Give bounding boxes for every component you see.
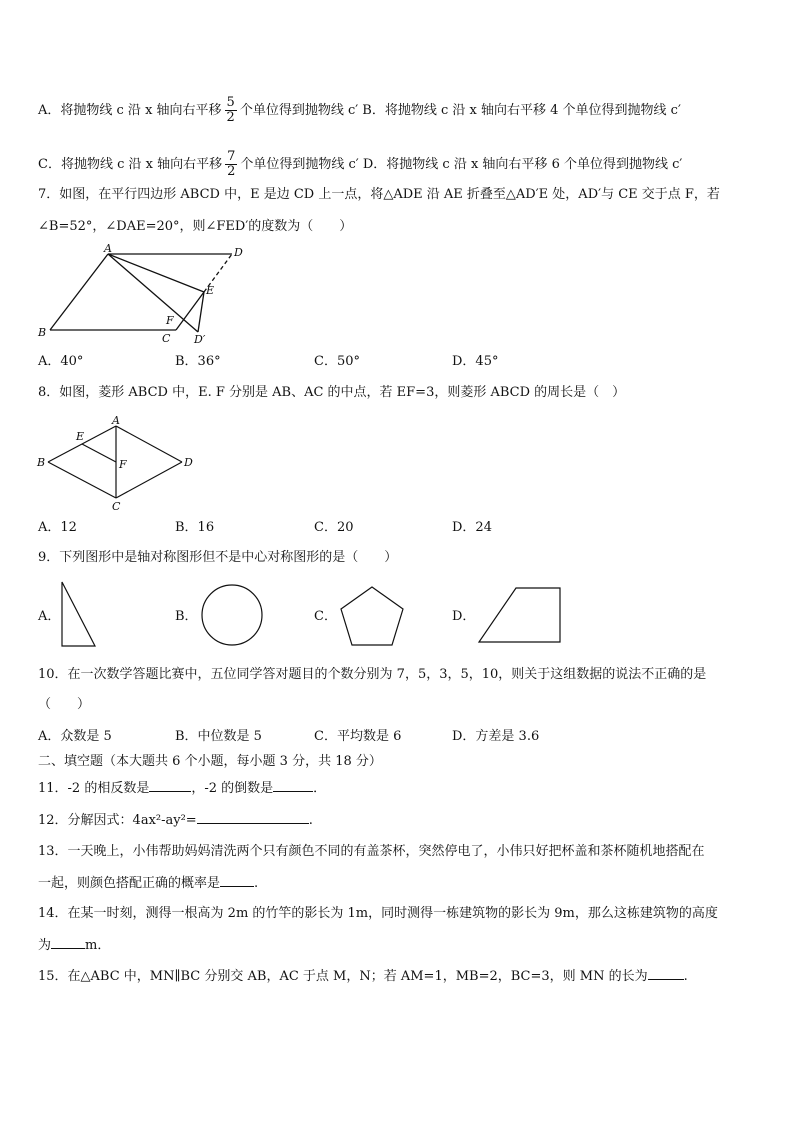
q8-stem: 8．如图，菱形 ABCD 中，E. F 分别是 AB、AC 的中点，若 EF=3，则菱形 ABCD 的周长是（ ） <box>38 385 626 400</box>
q7-stem-line1: 7．如图，在平行四边形 ABCD 中，E 是边 CD 上一点，将△ADE 沿 AE 折叠至△AD′E 处，AD′与 CE 交于点 F，若 <box>38 187 720 202</box>
fraction-denominator: 2 <box>227 164 236 179</box>
q15-text-post: . <box>683 969 688 984</box>
edge-ad <box>116 426 182 462</box>
q7-option-d: D．45° <box>452 354 499 369</box>
q10-stem-line2: （ ） <box>38 697 91 712</box>
q12-text-post: . <box>308 813 313 828</box>
label-b: B <box>37 456 46 469</box>
q6-option-c-text: C．将抛物线 c 沿 x 轴向右平移 <box>38 157 223 172</box>
label-d: D <box>234 246 243 259</box>
q6-options-ab <box>38 96 681 125</box>
fraction-5-2 <box>225 96 237 125</box>
q11-question <box>38 779 326 798</box>
label-c: C <box>162 332 171 344</box>
answer-blank <box>220 874 254 887</box>
trapezoid-shape <box>476 584 564 646</box>
label-d: D <box>184 456 193 469</box>
edge-ae <box>108 254 204 292</box>
q10-option-c: C．平均数是 6 <box>314 729 402 744</box>
answer-blank <box>197 811 309 824</box>
q9-option-c: C． <box>314 609 337 624</box>
label-f: F <box>166 314 174 327</box>
q8-rhombus-figure <box>36 414 196 512</box>
q14-stem-line1: 14．在某一时刻，测得一根高为 2m 的竹竿的影长为 1m，同时测得一栋建筑物的影长为 9m，那么这栋建筑物的高度 <box>38 906 718 921</box>
q8-option-b: B．16 <box>175 520 215 535</box>
fraction-denominator: 2 <box>226 110 235 125</box>
q8-option-a: A．12 <box>38 520 77 535</box>
edge-cb <box>48 462 116 498</box>
q7-parallelogram-figure <box>36 244 246 344</box>
q9-stem: 9．下列图形中是轴对称图形但不是中心对称图形的是（ ） <box>38 550 398 565</box>
q7-option-b: B．36° <box>175 354 221 369</box>
label-b: B <box>38 326 47 339</box>
label-d-prime: D′ <box>194 333 206 344</box>
answer-blank <box>648 967 684 980</box>
q12-question <box>38 811 313 830</box>
q6-option-ab-text: 个单位得到抛物线 c′ B．将抛物线 c 沿 x 轴向右平移 4 个单位得到抛物线 c′ <box>239 103 681 118</box>
edge-ad-prime <box>108 254 198 332</box>
q11-text-mid: ，-2 的倒数是 <box>191 781 274 796</box>
right-triangle-shape <box>58 578 100 650</box>
label-c: C <box>112 500 121 512</box>
q7-stem-line2: ∠B=52°，∠DAE=20°，则∠FED′的度数为（ ） <box>38 219 353 234</box>
q9-option-d: D． <box>452 609 476 624</box>
label-e: E <box>206 284 215 297</box>
answer-blank <box>149 779 191 792</box>
circle-shape <box>198 582 266 648</box>
q11-text-pre: 11．-2 的相反数是 <box>38 781 150 796</box>
label-e: E <box>76 430 85 443</box>
q8-option-d: D．24 <box>452 520 492 535</box>
q14-text-post: m． <box>85 938 111 953</box>
q9-option-a: A． <box>38 609 61 624</box>
q10-stem-line1: 10．在一次数学答题比赛中，五位同学答对题目的个数分别为 7，5，3，5，10，则关于这组数据的说法不正确的是 <box>38 667 707 682</box>
q8-option-c: C．20 <box>314 520 354 535</box>
label-a: A <box>104 244 112 255</box>
q12-text-pre: 12．分解因式：4ax²-ay²= <box>38 813 197 828</box>
fraction-numerator: 5 <box>226 95 235 110</box>
q9-option-b: B． <box>175 609 198 624</box>
q13-text-pre: 一起，则颜色搭配正确的概率是 <box>38 876 221 891</box>
q7-option-c: C．50° <box>314 354 360 369</box>
answer-blank <box>51 936 85 949</box>
q13-text-post: . <box>254 876 259 891</box>
q6-option-a-text: A．将抛物线 c 沿 x 轴向右平移 <box>38 103 222 118</box>
fraction-numerator: 7 <box>227 149 236 164</box>
q14-stem-line2 <box>38 936 110 955</box>
q15-question <box>38 967 688 986</box>
edge-ef <box>82 444 116 462</box>
q10-option-d: D．方差是 3.6 <box>452 729 540 744</box>
q11-text-post: ． <box>313 781 327 796</box>
q10-option-b: B．中位数是 5 <box>175 729 262 744</box>
q6-options-cd <box>38 150 682 179</box>
q13-stem-line2 <box>38 874 258 893</box>
q15-text-pre: 15．在△ABC 中，MN∥BC 分别交 AB，AC 于点 M，N；若 AM=1，MB=2，BC=3，则 MN 的长为 <box>38 969 648 984</box>
pentagon-shape <box>336 584 408 648</box>
q14-text-pre: 为 <box>38 938 52 953</box>
q6-option-cd-text: 个单位得到抛物线 c′ D．将抛物线 c 沿 x 轴向右平移 6 个单位得到抛物线 c′ <box>240 157 683 172</box>
q7-option-a: A．40° <box>38 354 84 369</box>
edge-ba <box>50 254 108 330</box>
q10-option-a: A．众数是 5 <box>38 729 112 744</box>
section-2-heading: 二、填空题（本大题共 6 个小题，每小题 3 分，共 18 分） <box>38 754 382 769</box>
q13-stem-line1: 13．一天晚上，小伟帮助妈妈清洗两个只有颜色不同的有盖茶杯，突然停电了，小伟只好把杯盖和茶杯随机地搭配在 <box>38 844 705 859</box>
label-f: F <box>119 458 127 471</box>
answer-blank <box>273 779 313 792</box>
label-a: A <box>112 414 120 427</box>
fraction-7-2 <box>225 150 237 179</box>
